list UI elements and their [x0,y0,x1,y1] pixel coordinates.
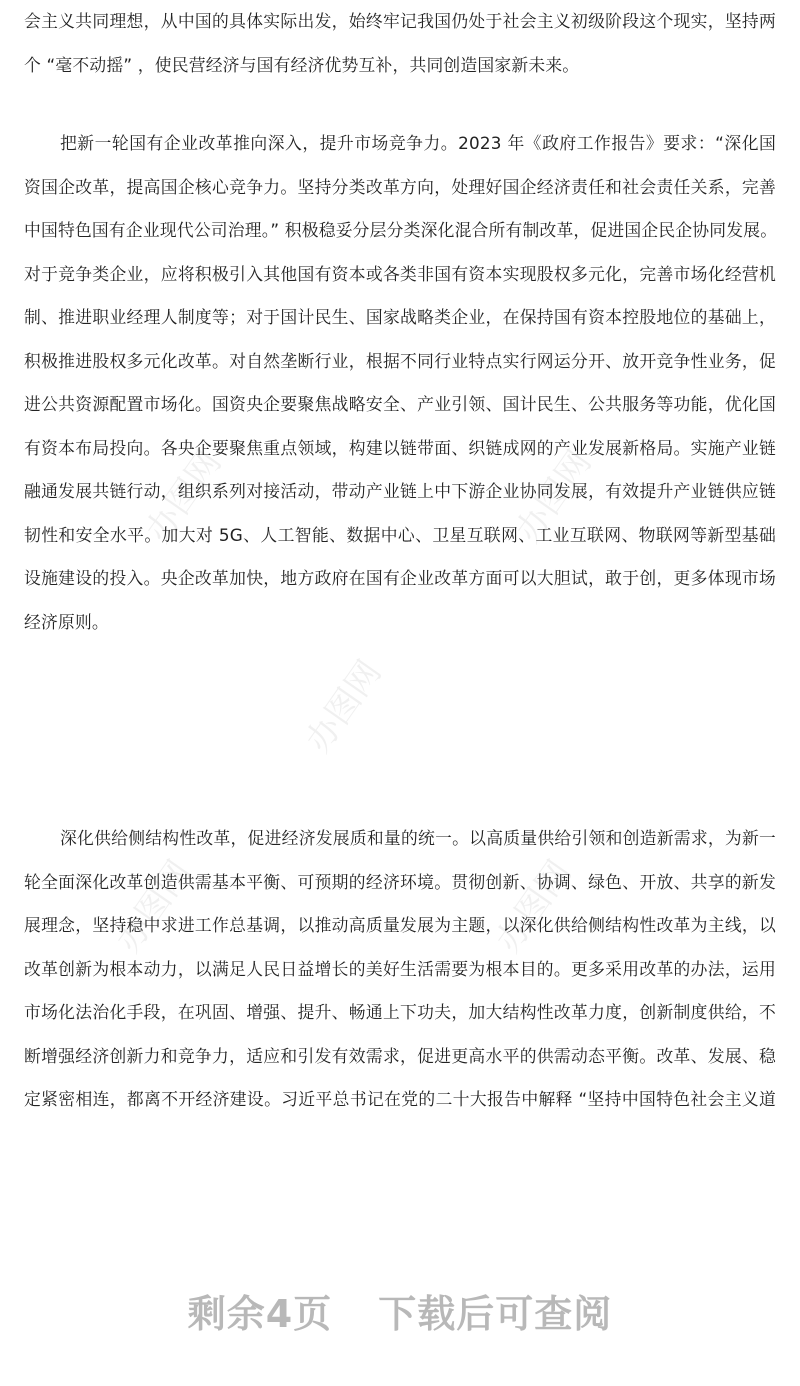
text-line: 会主义共同理想，从中国的具体实际出发，始终牢记我国仍处于社会主义初级阶段这个现实，坚持两 [24,11,776,31]
text-line: 制、推进职业经理人制度等；对于国计民生、国家战略类企业，在保持国有资本控股地位的基础上， [24,307,776,327]
watermark: 办图网 [138,443,230,550]
text-line: 定紧密相连，都离不开经济建设。习近平总书记在党的二十大报告中解释 “坚持中国特色社会主义道 [24,1089,776,1109]
text-line: 断增强经济创新力和竞争力，适应和引发有效需求，促进更高水平的供需动态平衡。改革、发展、稳 [24,1045,776,1066]
text-line: 积极推进股权多元化改革。对自然垄断行业，根据不同行业特点实行网运分开、放开竞争性业务，促 [24,350,776,371]
text-line: 融通发展共链行动，组织系列对接活动，带动产业链上中下游企业协同发展，有效提升产业链供应链 [24,481,776,501]
watermark: 办图网 [508,443,600,550]
text-line: 韧性和安全水平。加大对 5G、人工智能、数据中心、卫星互联网、工业互联网、物联网等新型基础 [24,524,776,545]
text-line: 中国特色国有企业现代公司治理。” 积极稳妥分层分类深化混合所有制改革，促进国企民企协同发展。 [24,220,778,240]
text-line: 把新一轮国有企业改革推向深入，提升市场竞争力。2023 年《政府工作报告》要求：“深化国 [60,133,776,153]
text-line: 轮全面深化改革创造供需基本平衡、可预期的经济环境。贯彻创新、协调、绿色、开放、共享的新发 [24,871,776,892]
paragraph-soe-reform [24,122,776,644]
paragraph-socialist-ideal [24,0,776,87]
paragraph-supply-side-reform [24,817,776,1122]
text-line: 有资本布局投向。各央企要聚焦重点领域，构建以链带面、织链成网的产业发展新格局。实施产业链 [24,437,776,458]
watermark: 办图网 [488,853,580,960]
text-line: 深化供给侧结构性改革，促进经济发展质和量的统一。以高质量供给引领和创造新需求，为新一 [60,828,776,848]
download-notice[interactable] [0,1280,800,1340]
text-line: 改革创新为根本动力，以满足人民日益增长的美好生活需要为根本目的。更多采用改革的办法，运用 [24,958,776,979]
watermark: 办图网 [298,653,390,760]
remaining-pages-label: 剩余4页 [187,1291,333,1336]
text-line: 经济原则。 [24,611,109,632]
watermark: 办图网 [108,853,200,960]
text-line: 设施建设的投入。央企改革加快，地方政府在国有企业改革方面可以大胆试，敢于创，更多体现市场 [24,568,776,588]
download-prompt-label: 下载后可查阅 [378,1291,613,1336]
text-line: 个 “毫不动摇” ，使民营经济与国有经济优势互补，共同创造国家新未来。 [24,54,580,75]
text-line: 资国企改革，提高国企核心竞争力。坚持分类改革方向，处理好国企经济责任和社会责任关系，完善 [24,176,776,197]
text-line: 市场化法治化手段，在巩固、增强、提升、畅通上下功夫，加大结构性改革力度，创新制度供给，不 [24,1002,776,1022]
text-line: 对于竞争类企业，应将积极引入其他国有资本或各类非国有资本实现股权多元化，完善市场化经营机 [24,263,776,284]
text-line: 进公共资源配置市场化。国资央企要聚焦战略安全、产业引领、国计民生、公共服务等功能，优化国 [24,394,776,414]
text-line: 展理念，坚持稳中求进工作总基调，以推动高质量发展为主题，以深化供给侧结构性改革为主线，以 [24,915,776,935]
